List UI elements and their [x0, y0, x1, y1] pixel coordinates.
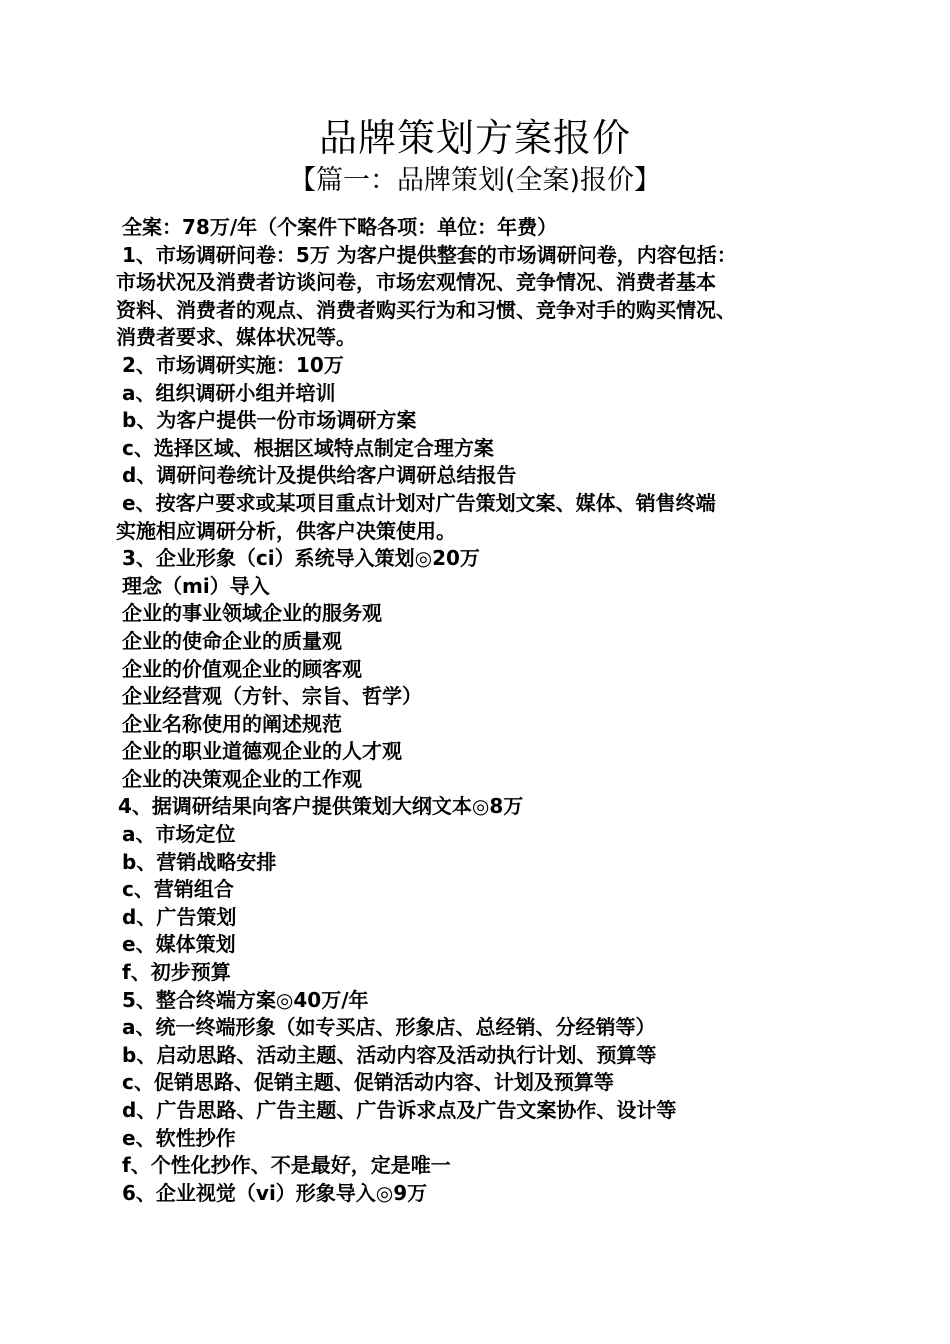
page-subtitle: 【篇一：品牌策划(全案)报价】: [288, 165, 662, 196]
text-line: 全案：78万/年（个案件下略各项：单位：年费）: [122, 215, 558, 239]
text-line: 市场状况及消费者访谈问卷，市场宏观情况、竞争情况、消费者基本: [116, 270, 716, 295]
text-line: b、营销战略安排: [122, 849, 277, 874]
text-line: b、启动思路、活动主题、活动内容及活动执行计划、预算等: [122, 1042, 657, 1067]
text-line: a、市场定位: [122, 822, 236, 847]
page-title: 品牌策划方案报价: [318, 116, 631, 160]
text-line: 理念（mi）导入: [122, 573, 270, 598]
text-line: 4、据调研结果向客户提供策划大纲文本◎8万: [118, 794, 524, 819]
text-line: e、软性抄作: [122, 1125, 236, 1150]
text-line: c、选择区域、根据区域特点制定合理方案: [122, 435, 494, 460]
text-line: 企业的价值观企业的顾客观: [122, 656, 362, 681]
text-line: e、按客户要求或某项目重点计划对广告策划文案、媒体、销售终端: [122, 490, 716, 515]
text-line: 企业的职业道德观企业的人才观: [122, 739, 402, 764]
text-line: 2、市场调研实施：10万: [122, 352, 344, 377]
text-line: 资料、消费者的观点、消费者购买行为和习惯、竞争对手的购买情况、: [116, 297, 736, 322]
text-line: 5、整合终端方案◎40万/年: [122, 987, 369, 1012]
text-line: 实施相应调研分析，供客户决策使用。: [116, 518, 456, 543]
text-line: 企业的使命企业的质量观: [122, 628, 342, 653]
text-line: 1、市场调研问卷：5万 为客户提供整套的市场调研问卷，内容包括：: [122, 242, 737, 267]
text-line: 企业的决策观企业的工作观: [122, 766, 362, 791]
text-line: 企业经营观（方针、宗旨、哲学）: [122, 684, 422, 709]
text-line: d、广告思路、广告主题、广告诉求点及广告文案协作、设计等: [122, 1098, 677, 1122]
text-line: c、营销组合: [122, 877, 234, 902]
text-line: 6、企业视觉（vi）形象导入◎9万: [122, 1180, 428, 1205]
text-line: 企业名称使用的阐述规范: [122, 711, 342, 736]
text-line: b、为客户提供一份市场调研方案: [122, 408, 417, 433]
text-line: f、初步预算: [122, 960, 231, 985]
text-line: f、个性化抄作、不是最好，定是唯一: [122, 1153, 451, 1178]
text-line: c、促销思路、促销主题、促销活动内容、计划及预算等: [122, 1070, 614, 1095]
text-line: 企业的事业领域企业的服务观: [122, 601, 382, 626]
text-line: a、组织调研小组并培训: [122, 380, 336, 405]
text-line: d、调研问卷统计及提供给客户调研总结报告: [122, 463, 517, 488]
text-line: 3、企业形象（ci）系统导入策划◎20万: [122, 546, 480, 571]
text-line: a、统一终端形象（如专买店、形象店、总经销、分经销等）: [122, 1015, 656, 1040]
text-line: d、广告策划: [122, 904, 237, 929]
text-line: 消费者要求、媒体状况等。: [116, 325, 356, 350]
document-body: [116, 214, 856, 1207]
text-line: e、媒体策划: [122, 932, 236, 957]
